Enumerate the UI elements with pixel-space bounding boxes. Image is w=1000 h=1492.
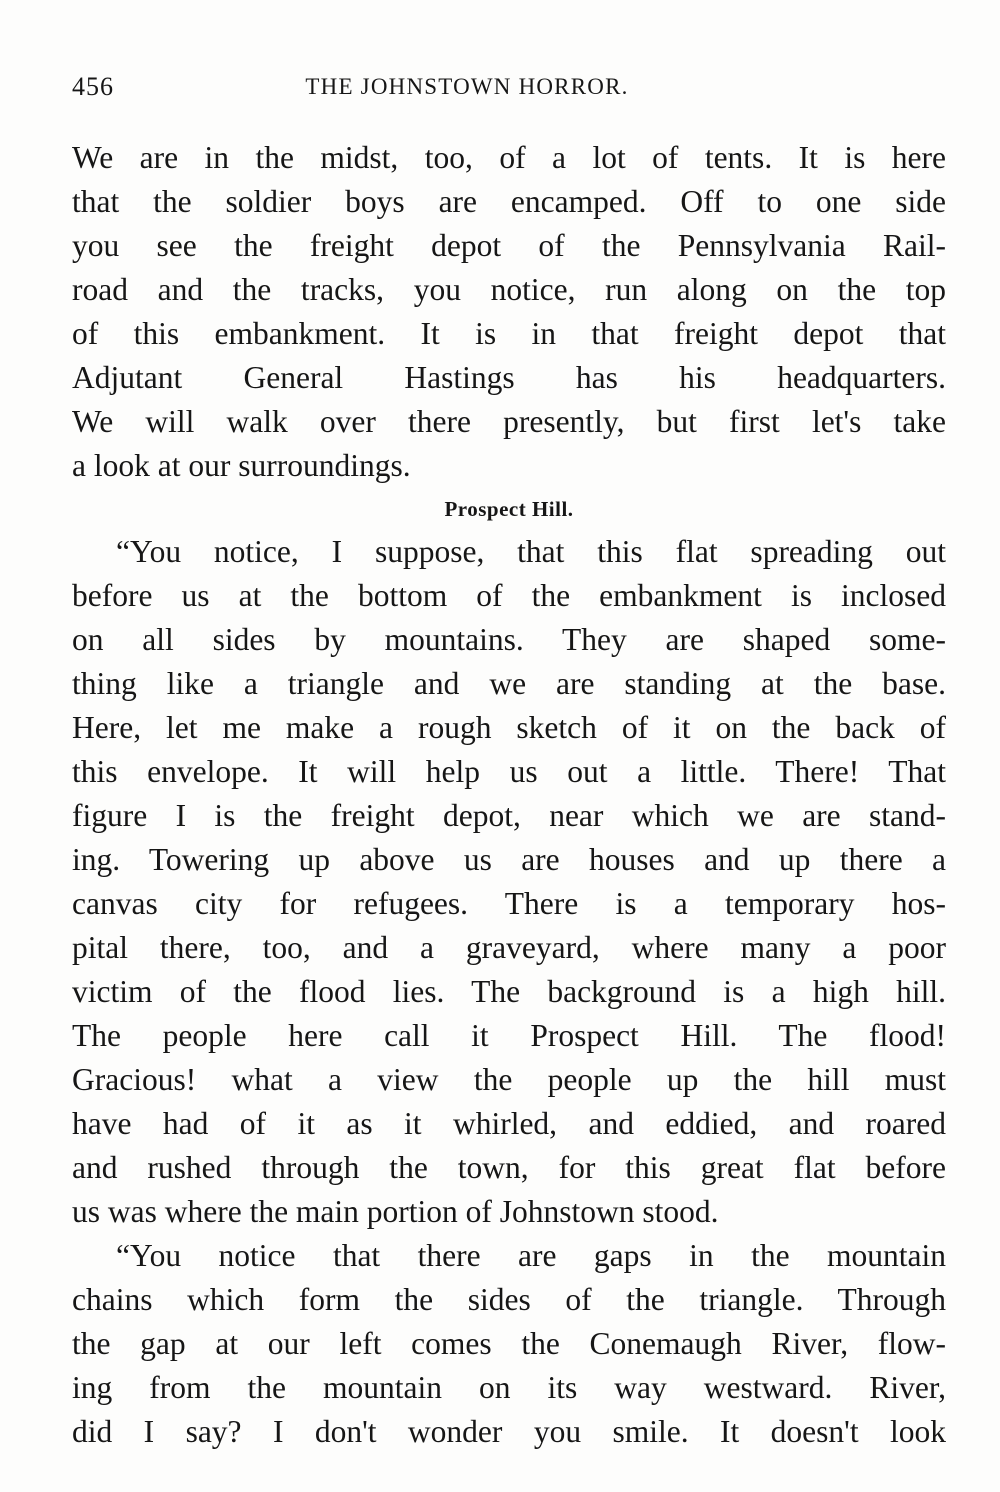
text-line: you see the freight depot of the Pennsylvania Rail- [72,228,946,263]
text-line: pital there, too, and a graveyard, where many a poor [72,930,946,965]
running-head [72,72,944,106]
text-line: did I say? I don't wonder you smile. It doesn't look [72,1414,946,1449]
paragraph-1 [72,136,946,488]
text-line: before us at the bottom of the embankment is inclosed [72,578,946,613]
text-line: this envelope. It will help us out a little. There! That [72,754,946,789]
text-line: of this embankment. It is in that freight depot that [72,316,946,351]
text-line: We will walk over there presently, but first let's take [72,404,946,439]
text-line: a look at our surroundings. [72,448,411,483]
text-line: Adjutant General Hastings has his headquarters. [72,360,946,395]
text-line: canvas city for refugees. There is a temporary hos- [72,886,946,921]
text-line: that the soldier boys are encamped. Off to one side [72,184,946,219]
text-line: Gracious! what a view the people up the hill must [72,1062,946,1097]
text-line: road and the tracks, you notice, run along on the top [72,272,946,307]
text-line: ing. Towering up above us are houses and up there a [72,842,946,877]
text-line: ing from the mountain on its way westward. River, [72,1370,946,1405]
body-text [72,136,946,1454]
text-line: us was where the main portion of Johnstown stood. [72,1194,719,1229]
text-line: figure I is the freight depot, near which we are stand- [72,798,946,833]
page-number: 456 [72,72,114,101]
text-line: “You notice, I suppose, that this flat spreading out [116,534,946,569]
paragraph-3 [72,1234,946,1454]
text-line: The people here call it Prospect Hill. The flood! [72,1018,946,1053]
text-line: the gap at our left comes the Conemaugh River, flow- [72,1326,946,1361]
text-line: chains which form the sides of the triangle. Through [72,1282,946,1317]
text-line: thing like a triangle and we are standing at the base. [72,666,946,701]
running-title: THE JOHNSTOWN HORROR. [305,74,629,99]
paragraph-2 [72,530,946,1234]
text-line: and rushed through the town, for this great flat before [72,1150,946,1185]
text-line: Here, let me make a rough sketch of it on the back of [72,710,946,745]
section-subheading: Prospect Hill. [444,497,574,521]
text-line: We are in the midst, too, of a lot of tents. It is here [72,140,946,175]
text-line: have had of it as it whirled, and eddied, and roared [72,1106,946,1141]
text-line: victim of the flood lies. The background is a high hill. [72,974,946,1009]
text-line: on all sides by mountains. They are shaped some- [72,622,946,657]
text-line: “You notice that there are gaps in the mountain [116,1238,946,1273]
